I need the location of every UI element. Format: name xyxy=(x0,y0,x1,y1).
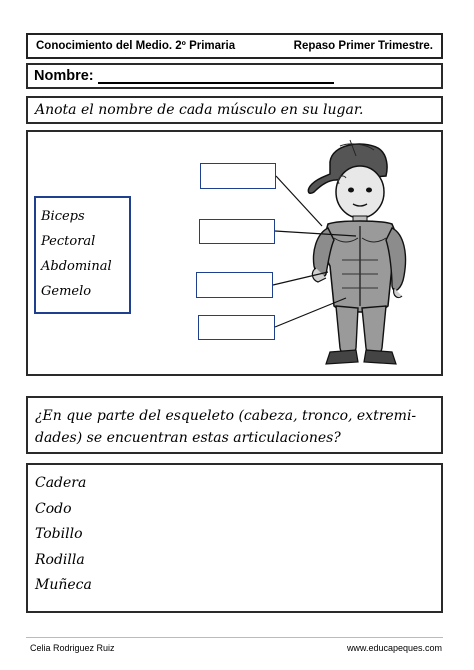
joint-item-cadera: Cadera xyxy=(35,475,87,491)
answer-box-2[interactable] xyxy=(199,219,275,244)
head-shape xyxy=(336,166,384,218)
joints-list-box xyxy=(26,463,443,613)
muscle-word-list xyxy=(34,196,131,314)
footer-website[interactable]: www.educapeques.com xyxy=(346,643,442,653)
review-title: Repaso Primer Trimestre. xyxy=(293,40,433,52)
footer-author: Celia Rodriguez Ruiz xyxy=(30,643,115,653)
muscle-word-biceps: Biceps xyxy=(41,209,85,224)
exercise1-instruction: Anota el nombre de cada músculo en su lugar. xyxy=(26,96,443,124)
muscle-word-pectoral: Pectoral xyxy=(41,234,96,249)
answer-box-4[interactable] xyxy=(198,315,275,340)
joint-item-codo: Codo xyxy=(35,500,72,517)
muscle-figure-illustration xyxy=(270,136,440,372)
name-label: Nombre: xyxy=(34,68,94,84)
exercise2-instruction-line2: dades) se encuentran estas articulaciones? xyxy=(35,430,341,446)
name-input-line[interactable] xyxy=(98,68,334,84)
torso-shape xyxy=(325,221,396,312)
joint-item-rodilla: Rodilla xyxy=(35,551,85,568)
muscle-word-gemelo: Gemelo xyxy=(41,284,92,299)
name-field-box xyxy=(26,63,443,89)
joint-item-muneca: Muñeca xyxy=(35,577,92,593)
joint-item-tobillo: Tobillo xyxy=(35,526,83,542)
muscle-word-abdominal: Abdominal xyxy=(41,259,112,274)
answer-box-3[interactable] xyxy=(196,272,273,298)
subject-title: Conocimiento del Medio. 2º Primaria xyxy=(36,40,236,52)
answer-box-1[interactable] xyxy=(200,163,276,189)
left-leg-shape xyxy=(336,306,358,356)
footer-divider xyxy=(26,637,443,638)
worksheet-header xyxy=(26,33,443,59)
right-leg-shape xyxy=(362,306,386,356)
exercise2-instruction xyxy=(26,396,443,454)
exercise2-instruction-line1: ¿En que parte del esqueleto (cabeza, tronco, extremi- xyxy=(35,408,417,424)
